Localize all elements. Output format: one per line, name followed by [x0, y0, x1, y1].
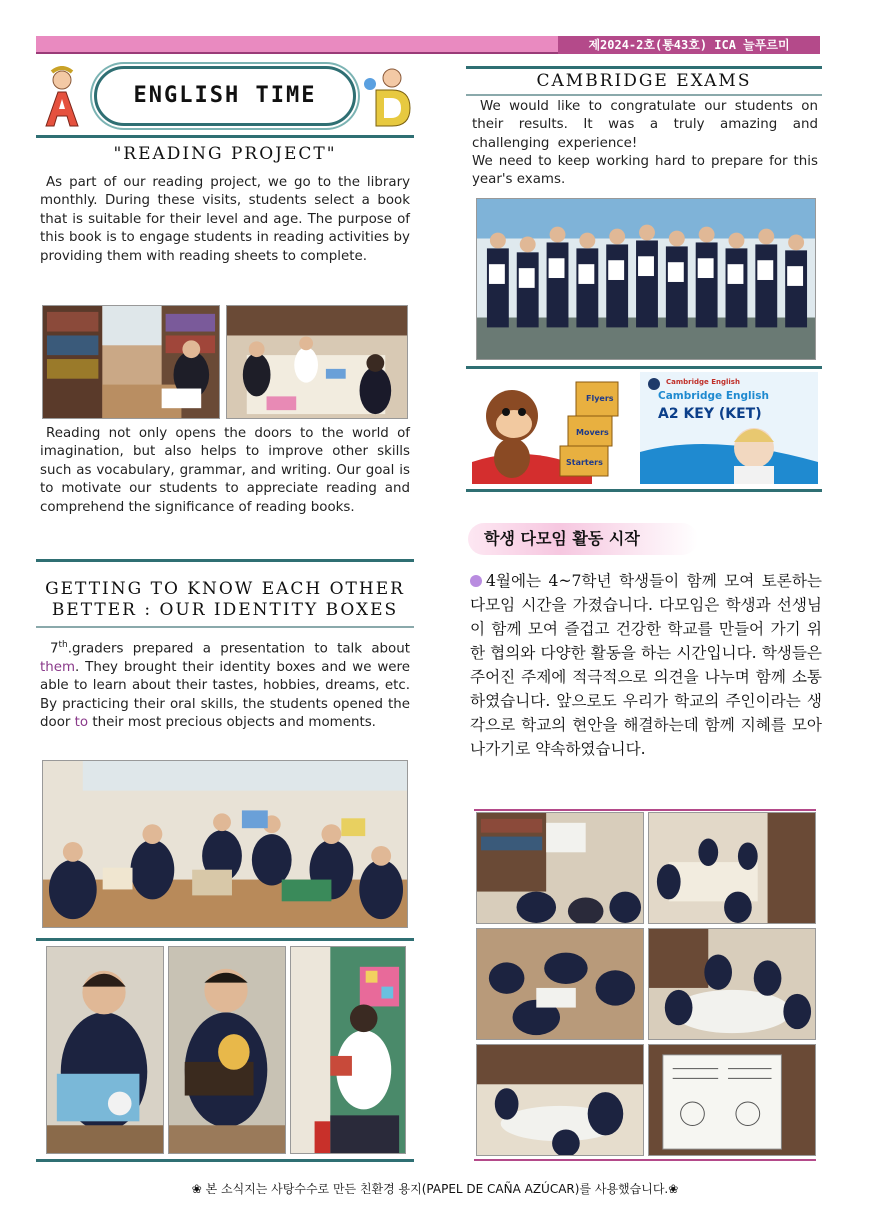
highlight-word-to: to — [74, 715, 89, 731]
damoim-photo-5 — [476, 1044, 644, 1156]
korean-section-paragraph — [470, 569, 822, 761]
student-photo-1 — [46, 946, 164, 1154]
divider — [466, 366, 822, 369]
letter-a-mascot-icon — [36, 66, 88, 128]
divider — [36, 938, 414, 941]
damoim-photo-3 — [476, 928, 644, 1040]
korean-paragraph-text: 4월에는 4~7학년 학생들이 함께 모여 토론하는 다모임 시간을 가졌습니다. 다모임은 학생과 선생님이 함께 모여 즐겁고 건강한 학교를 만들어 가기 위한 협의와 다양한 활동을 하는 시간입니다. 학생들은 주어진 주제에 적극적으로 의견을 나누며 함께 소통하였습니다. 앞으로도 우리가 학교의 주인이라는 생각으로 학교의 현안을 해결하는데 함께 지혜를 모아나가기로 약속하였습니다. — [470, 572, 822, 758]
identity-text-2: . They brought their identity boxes and we were able to learn about their tastes, hobbies, dreams, etc. By practicing their oral skills, the students opened the door — [40, 659, 410, 731]
library-photo-2 — [226, 305, 408, 419]
divider — [466, 66, 822, 69]
cambridge-group-photo — [476, 198, 816, 360]
english-time-header — [36, 60, 414, 134]
reading-project-title: "READING PROJECT" — [113, 144, 337, 164]
cambridge-levels-graphic — [472, 372, 818, 484]
identity-boxes-group-photo — [42, 760, 408, 928]
a2-key-label: A2 KEY (KET) — [658, 406, 762, 422]
damoim-photo-6 — [648, 1044, 816, 1156]
monkey-mascot-icon — [472, 372, 818, 484]
divider — [466, 489, 822, 492]
letter-d-mascot-icon — [362, 66, 414, 128]
identity-text-1: .graders prepared a presentation to talk about — [67, 641, 410, 657]
cambridge-exams-title: CAMBRIDGE EXAMS — [536, 71, 752, 91]
footer-note: ❀ 본 소식지는 사탕수수로 만든 친환경 용지(PAPEL DE CAÑA AZÚCAR)를 사용했습니다.❀ — [191, 1182, 679, 1196]
grade-number: 7 — [50, 641, 59, 657]
divider — [474, 1159, 816, 1161]
korean-section-title: 학생 다모임 활동 시작 — [468, 523, 698, 555]
damoim-photo-1 — [476, 812, 644, 924]
divider — [36, 559, 414, 562]
cambridge-paragraph-2: We need to keep working hard to prepare for this year's exams. — [472, 154, 818, 188]
english-time-banner — [94, 66, 356, 126]
divider — [36, 626, 414, 628]
movers-box-label: Movers — [576, 428, 609, 437]
identity-boxes-title — [36, 579, 414, 621]
identity-text-3: their most precious objects and moments. — [88, 715, 376, 731]
cambridge-english-label: Cambridge English — [658, 390, 769, 402]
divider — [466, 94, 822, 96]
library-photo-1 — [42, 305, 220, 419]
grade-suffix: th — [58, 640, 68, 650]
student-photo-3 — [290, 946, 406, 1154]
cambridge-logo-text: Cambridge English — [666, 378, 740, 386]
cambridge-paragraph-1: We would like to congratulate our students on their results. It was a truly amazing and challenging experience! — [472, 99, 818, 151]
issue-label: 제2024-2호(통43호) ICA 늘푸르미 — [558, 36, 820, 54]
reading-project-paragraph-2: Reading not only opens the doors to the world of imagination, but also helps to improve other skills such as vocabulary, grammar, and writing. Our goal is to motivate our students to appreciate reading and comprehend the significance of reading books. — [40, 426, 410, 515]
identity-boxes-paragraph — [40, 636, 410, 733]
identity-title-line-2: BETTER : OUR IDENTITY BOXES — [51, 600, 399, 620]
damoim-photo-2 — [648, 812, 816, 924]
header-bar — [36, 36, 820, 54]
damoim-photo-4 — [648, 928, 816, 1040]
flyers-box-label: Flyers — [586, 394, 614, 403]
highlight-word-them: them — [40, 659, 76, 675]
divider — [474, 809, 816, 811]
flower-bullet-icon — [470, 575, 482, 587]
student-photo-2 — [168, 946, 286, 1154]
divider — [36, 1159, 414, 1162]
reading-project-paragraph-1: As part of our reading project, we go to the library monthly. During these visits, students select a book that is suitable for their level and age. The purpose of this book is to engage students in reading activities by providing them with reading sheets to complete. — [40, 175, 410, 264]
divider — [36, 135, 414, 138]
starters-box-label: Starters — [566, 458, 603, 467]
identity-title-line-1: GETTING TO KNOW EACH OTHER — [45, 579, 405, 599]
english-time-title: ENGLISH TIME — [133, 83, 317, 108]
